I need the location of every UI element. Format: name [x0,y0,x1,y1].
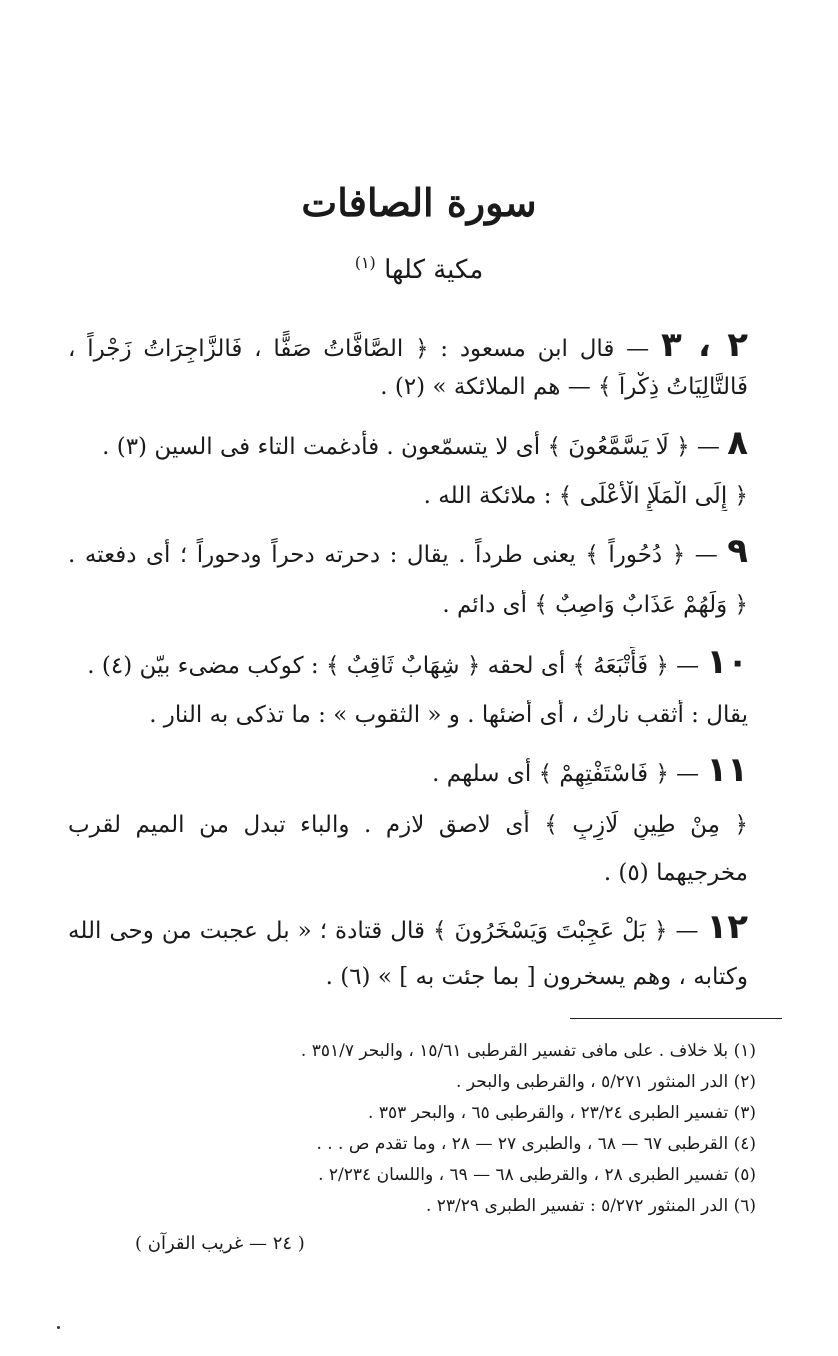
verse-number: ٨ [727,428,748,462]
verse-continuation [68,810,748,840]
verse-text: — قال ابن مسعود : ﴿ الصَّافَّاتُ صَفًّا ، فَالزَّاجِرَاتُ زَجْراً ، [68,336,661,362]
surah-subtitle [0,252,838,288]
verse-entry [68,647,748,681]
verse-number: ٩ [727,536,748,570]
page-footer-signature: ( ٢٤ — غريب القرآن ) [135,1233,305,1254]
footnote-item: (٦) الدر المنثور ٥/٢٧٢ : تفسير الطبرى ٢٣/٢٩ . [425,1196,756,1216]
verse-text: وكتابه ، وهم يسخرون [ بما جئت به ] » (٦) . [325,964,748,990]
footnote-item: (٢) الدر المنثور ٥/٢٧١ ، والقرطبى والبحر . [456,1072,756,1092]
verse-text: فَالتَّالِيَاتُ ذِكْراً ﴾ — هم الملائكة » (٢) . [380,374,748,400]
footnote-item: (٣) تفسير الطبرى ٢٣/٢٤ ، والقرطبى ٦٥ ، والبحر ٣٥٣ . [368,1103,756,1123]
verse-text: مخرجيهما (٥) . [603,860,748,886]
verse-text: — ﴿ دُحُوراً ﴾ يعنى طرداً . يقال : دحرته دحراً ودحوراً ؛ أى دفعته . [68,542,728,568]
verse-entry [68,536,748,570]
verse-number: ١١ [706,755,748,789]
verse-entry [68,428,748,462]
surah-title: سورة الصافات [301,180,537,225]
verse-continuation [68,590,748,620]
verse-continuation [68,700,748,730]
verse-text: ﴿ مِنْ طِينٍ لَازِبٍ ﴾ أى لاصق لازم . والباء تبدل من الميم لقرب [68,812,748,838]
footnote-divider [570,1018,782,1019]
verse-text: يقال : أثقب نارك ، أى أضئها . و « الثقوب » : ما تذكى به النار . [149,702,748,728]
verse-text: — ﴿ بَلْ عَجِبْتَ وَيَسْخَرُونَ ﴾ قال قتادة ؛ « بل عجبت من وحى الله [68,918,707,944]
verse-text: — ﴿ لَا يَسَّمَّعُونَ ﴾ أى لا يتسمّعون . فأدغمت التاء فى السين (٣) . [102,434,728,460]
verse-continuation [68,372,748,402]
verse-entry [68,755,748,789]
verse-number: ١٠ [706,647,748,681]
verse-number: ٢ ، ٣ [660,330,748,364]
subtitle-footnote-marker: (١) [354,253,376,272]
footnote-item: (١) بلا خلاف . على مافى تفسير القرطبى ١٥/٦١ ، والبحر ٣٥١/٧ . [300,1041,756,1061]
verse-text: ﴿ وَلَهُمْ عَذَابٌ وَاصِبٌ ﴾ أى دائم . [442,592,748,618]
footnote-item: (٥) تفسير الطبرى ٢٨ ، والقرطبى ٦٨ — ٦٩ ، واللسان ٢/٢٣٤ . [318,1165,756,1185]
footnote-item: (٤) القرطبى ٦٧ — ٦٨ ، والطبرى ٢٧ — ٢٨ ، وما تقدم ص . . . [316,1134,756,1154]
verse-continuation [68,962,748,992]
scan-speck [57,1326,60,1329]
verse-continuation [68,858,748,888]
subtitle-text: مكية كلها [384,255,484,285]
verse-entry [68,912,748,946]
verse-continuation [68,481,748,511]
verse-entry [68,330,748,364]
verse-text: — ﴿ فَأَتْبَعَهُ ﴾ أى لحقه ﴿ شِهَابٌ ثَاقِبٌ ﴾ : كوكب مضىء بيّن (٤) . [87,653,707,679]
verse-number: ١٢ [706,912,748,946]
verse-text: ﴿ إِلَى الْمَلَإِ الْأَعْلَى ﴾ : ملائكة الله . [423,483,748,509]
verse-text: — ﴿ فَاسْتَفْتِهِمْ ﴾ أى سلهم . [432,761,707,787]
